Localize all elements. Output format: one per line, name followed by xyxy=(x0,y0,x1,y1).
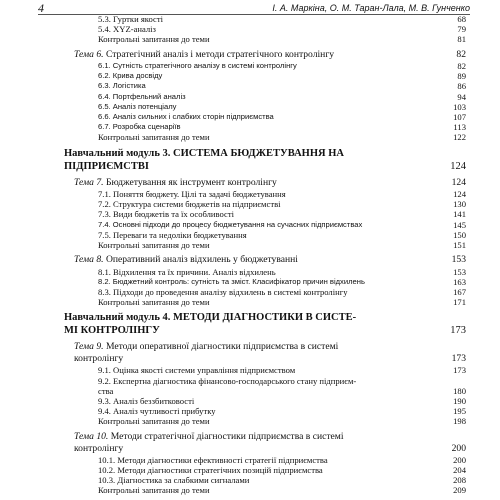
toc-entry: Контрольні запитання до теми 151 xyxy=(98,240,466,250)
table-of-contents xyxy=(64,14,466,496)
toc-entry: 9.3. Аналіз беззбитковості 190 xyxy=(98,396,466,406)
toc-entry: 5.3. Гуртки якості 68 xyxy=(98,14,466,24)
toc-entry: Контрольні запитання до теми 198 xyxy=(98,416,466,427)
toc-entry: 7.5. Переваги та недоліки бюджетування 150 xyxy=(98,229,466,240)
toc-entry: Контрольні запитання до теми 171 xyxy=(98,297,466,308)
toc-entry: 6.2. Крива досвіду 89 xyxy=(98,71,466,82)
toc-entry-continued: ства 180 xyxy=(98,385,466,396)
toc-entry: Контрольні запитання до теми 81 xyxy=(98,34,466,45)
toc-entry: 7.4. Основні підходи до процесу бюджетування на сучасних підприємствах 145 xyxy=(98,219,466,230)
toc-entry: 9.1. Оцінка якості системи управління підприємством 173 xyxy=(98,365,466,376)
toc-module: ПІДПРИЄМСТВІ 124 xyxy=(64,160,466,172)
toc-topic-continued: контролінгу 200 xyxy=(74,442,466,454)
toc-module: Навчальний модуль 3. СИСТЕМА БЮДЖЕТУВАННЯ НА xyxy=(64,147,344,159)
toc-module: МІ КОНТРОЛІНГУ 173 xyxy=(64,325,466,337)
toc-entry: 7.1. Поняття бюджету. Цілі та задачі бюджетування 124 xyxy=(98,189,466,200)
toc-entry: 5.4. XYZ-аналіз 79 xyxy=(98,24,466,35)
toc-entry: 8.2. Бюджетний контроль: сутність та зміст. Класифікатор причин відхилень 163 xyxy=(98,276,466,287)
toc-entry: Контрольні запитання до теми 209 xyxy=(98,485,466,496)
toc-entry: 8.3. Підходи до проведення аналізу відхилень в системі контролінгу 167 xyxy=(98,287,466,298)
toc-entry: 10.1. Методи діагностики ефективності стратегії підприємства 200 xyxy=(98,454,466,465)
toc-entry: 6.6. Аналіз сильних і слабких сторін підприємства 107 xyxy=(98,112,466,122)
toc-entry: 9.2. Експертна діагностика фінансово-господарського стану підприєм- xyxy=(98,375,357,386)
toc-entry: 6.5. Аналіз потенціалу 103 xyxy=(98,101,466,112)
toc-entry: 7.3. Види бюджетів та їх особливості 141 xyxy=(98,209,466,220)
toc-entry: 6.4. Портфельний аналіз 94 xyxy=(98,91,466,102)
toc-entry: 10.2. Методи діагностики стратегічних позицій підприємства 204 xyxy=(98,464,466,475)
toc-entry: 10.3. Діагностика за слабкими сигналами 208 xyxy=(98,474,466,485)
toc-entry: 8.1. Відхилення та їх причини. Аналіз відхилень 153 xyxy=(98,266,466,277)
toc-topic: Тема 9. Методи оперативної діагностики підприємства в системі xyxy=(74,341,339,353)
toc-entry: 7.2. Структура системи бюджетів на підприємстві 130 xyxy=(98,199,466,210)
toc-topic: Тема 10. Методи стратегічної діагностики підприємства в системі xyxy=(74,430,344,442)
toc-entry: 6.7. Розробка сценаріїв 113 xyxy=(98,122,466,133)
authors: І. А. Маркіна, О. М. Таран-Лала, М. В. Гунченко xyxy=(272,3,470,13)
toc-entry: 9.4. Аналіз чутливості прибутку 195 xyxy=(98,406,466,417)
toc-module: Навчальний модуль 4. МЕТОДИ ДІАГНОСТИКИ В СИСТЕ- xyxy=(64,312,357,324)
page-number: 4 xyxy=(38,1,44,15)
toc-topic: Тема 6. Стратегічний аналіз і методи стратегічного контролінгу 82 xyxy=(74,48,466,60)
toc-topic: Тема 7. Бюджетування як інструмент контролінгу 124 xyxy=(74,176,466,188)
toc-entry: 6.1. Сутність стратегічного аналізу в системі контролінгу 82 xyxy=(98,61,466,72)
toc-topic: Тема 8. Оперативний аналіз відхилень у бюджетуванні 153 xyxy=(74,254,466,266)
toc-topic-continued: контролінгу 173 xyxy=(74,353,466,365)
toc-entry: Контрольні запитання до теми 122 xyxy=(98,132,466,143)
toc-entry: 6.3. Логістика 86 xyxy=(98,81,466,92)
